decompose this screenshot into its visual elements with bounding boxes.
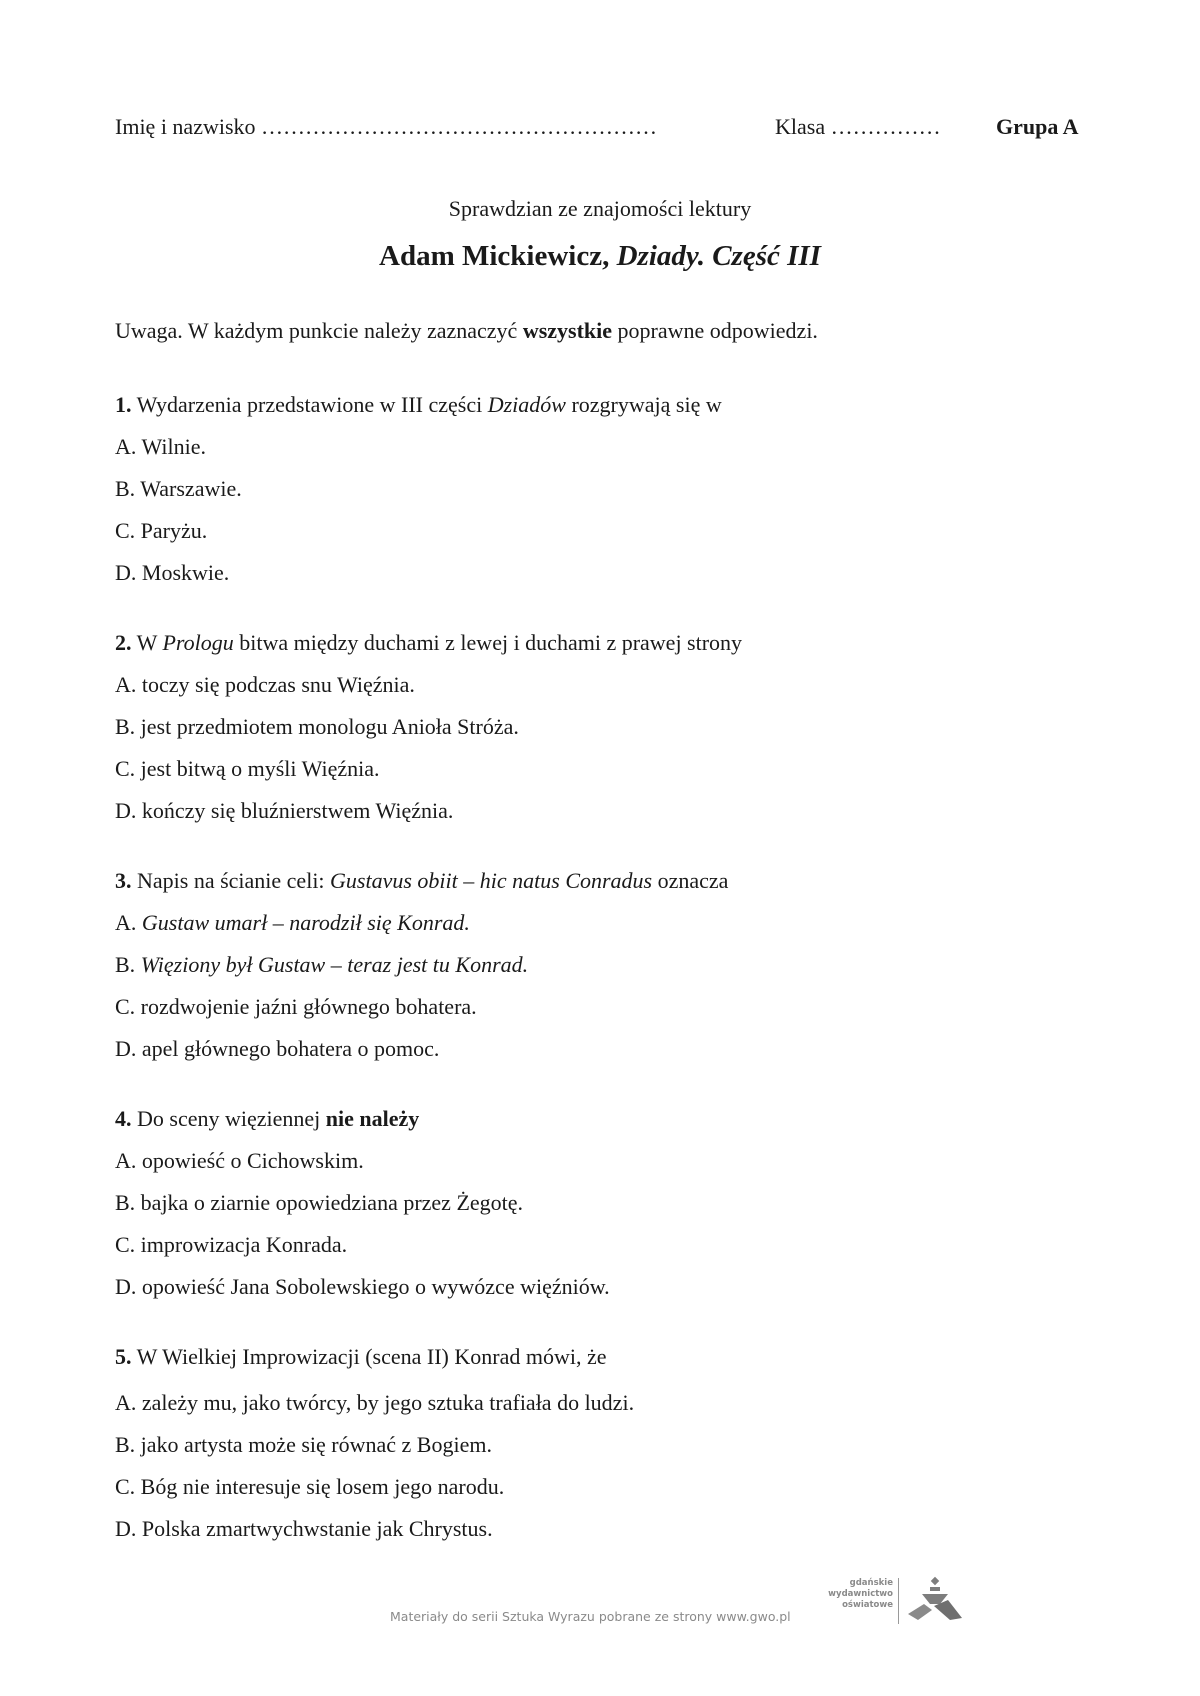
question-2 — [115, 630, 742, 656]
answer-prefix: B. — [115, 952, 141, 977]
question-4 — [115, 1106, 419, 1132]
answer-prefix: A. — [115, 910, 142, 935]
logo-divider — [898, 1578, 899, 1624]
question-1 — [115, 392, 722, 418]
answer-1d: D. Moskwie. — [115, 560, 230, 585]
page-subtitle: Sprawdzian ze znajomości lektury — [448, 196, 752, 221]
answer-5b: B. jako artysta może się równać z Bogiem. — [115, 1432, 492, 1457]
answer-5d: D. Polska zmartwychwstanie jak Chrystus. — [115, 1516, 493, 1541]
question-text-italic: Gustavus obiit – hic natus Conradus — [330, 868, 653, 893]
question-text-end: rozgrywają się w — [565, 392, 722, 417]
answer-text-italic: Więziony był Gustaw – teraz jest tu Konrad. — [140, 952, 529, 977]
question-3 — [115, 868, 728, 894]
class-field: Klasa …………… — [775, 114, 941, 139]
publisher-logo-text — [826, 1578, 893, 1611]
question-text-italic: Prologu — [162, 630, 234, 655]
answer-5c: C. Bóg nie interesuje się losem jego narodu. — [115, 1474, 505, 1499]
question-text-bold: nie należy — [325, 1106, 420, 1131]
question-5 — [115, 1344, 607, 1370]
question-number: 2. — [115, 630, 132, 655]
answer-2c: C. jest bitwą o myśli Więźnia. — [115, 756, 380, 781]
answer-1c: C. Paryżu. — [115, 518, 208, 543]
title-author: Adam Mickiewicz, — [379, 240, 617, 272]
answer-3d: D. apel głównego bohatera o pomoc. — [115, 1036, 440, 1061]
answer-4c: C. improwizacja Konrada. — [115, 1232, 348, 1257]
answer-1a: A. Wilnie. — [115, 434, 206, 459]
answer-3b — [115, 952, 528, 978]
question-number: 5. — [115, 1344, 132, 1369]
footer-source-text: Materiały do serii Sztuka Wyrazu pobrane ze strony www.gwo.pl — [390, 1609, 791, 1624]
name-field: Imię i nazwisko ……………………………………………… — [115, 114, 658, 139]
logo-line: oświatowe — [842, 1600, 893, 1610]
logo-line: wydawnictwo — [828, 1589, 893, 1599]
question-number: 3. — [115, 868, 132, 893]
answer-2b: B. jest przedmiotem monologu Anioła Stróża. — [115, 714, 519, 739]
answer-1b: B. Warszawie. — [115, 476, 242, 501]
note-text-end: poprawne odpowiedzi. — [612, 318, 818, 343]
page-title — [0, 240, 1200, 273]
publisher-logo-icon — [904, 1576, 966, 1624]
group-label: Grupa A — [996, 114, 1079, 139]
question-text: Napis na ścianie celi: — [131, 868, 331, 893]
question-number: 4. — [115, 1106, 132, 1131]
answer-text-italic: Gustaw umarł – narodził się Konrad. — [141, 910, 470, 935]
answer-3a — [115, 910, 470, 936]
question-text: W Wielkiej Improwizacji (scena II) Konrad mówi, że — [131, 1344, 607, 1369]
question-text: Do sceny więziennej — [131, 1106, 326, 1131]
question-number: 1. — [115, 392, 132, 417]
note-emphasis: wszystkie — [522, 318, 613, 343]
note-text: Uwaga. W każdym punkcie należy zaznaczyć — [115, 318, 523, 343]
answer-4a: A. opowieść o Cichowskim. — [115, 1148, 364, 1173]
question-text-italic: Dziadów — [487, 392, 566, 417]
question-text: W — [131, 630, 163, 655]
answer-5a: A. zależy mu, jako twórcy, by jego sztuka trafiała do ludzi. — [115, 1390, 635, 1415]
logo-line: gdańskie — [849, 1578, 893, 1588]
question-text-end: oznacza — [652, 868, 729, 893]
answer-3c: C. rozdwojenie jaźni głównego bohatera. — [115, 994, 477, 1019]
answer-2a: A. toczy się podczas snu Więźnia. — [115, 672, 415, 697]
answer-4d: D. opowieść Jana Sobolewskiego o wywózce więźniów. — [115, 1274, 610, 1299]
question-text-end: bitwa między duchami z lewej i duchami z prawej strony — [233, 630, 743, 655]
question-text: Wydarzenia przedstawione w III części — [131, 392, 488, 417]
title-work: Dziady. Część III — [616, 240, 821, 272]
answer-4b: B. bajka o ziarnie opowiedziana przez Żegotę. — [115, 1190, 524, 1215]
answer-2d: D. kończy się bluźnierstwem Więźnia. — [115, 798, 454, 823]
instruction-note — [115, 318, 818, 344]
